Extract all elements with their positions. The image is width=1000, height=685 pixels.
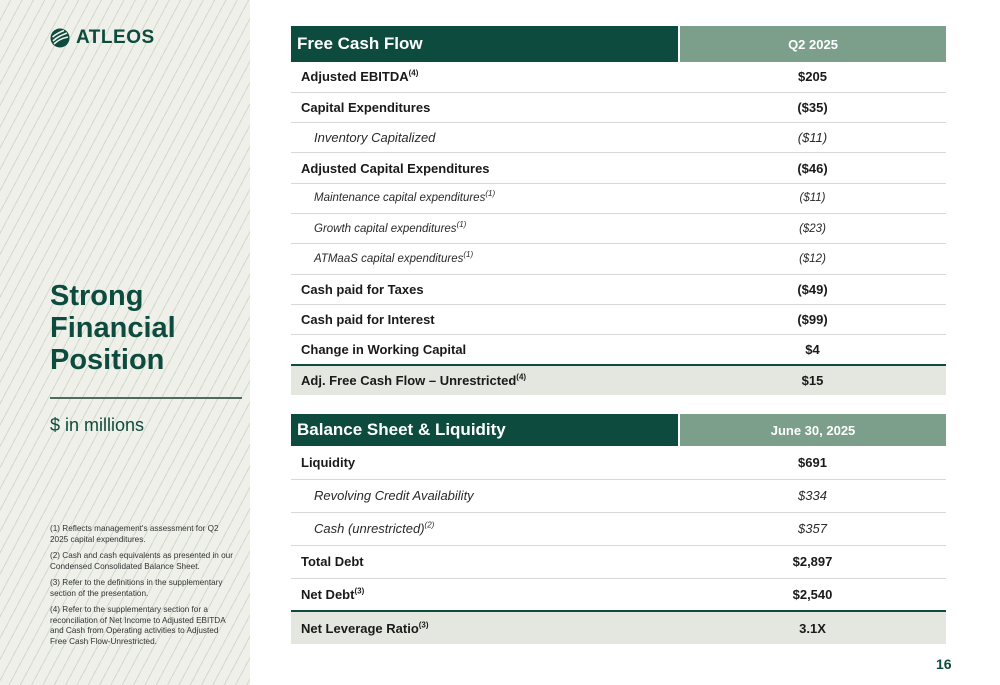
footnote-marker: (2) <box>424 520 435 530</box>
row-value: ($49) <box>679 274 946 304</box>
row-label-text: Total Debt <box>301 554 364 569</box>
row-label <box>291 304 679 334</box>
row-value: $2,897 <box>679 545 946 578</box>
row-value: ($11) <box>679 123 946 153</box>
row-label <box>291 446 679 479</box>
table-row <box>291 183 946 213</box>
footnotes <box>50 524 235 653</box>
period-header: Q2 2025 <box>679 26 946 62</box>
table-title: Balance Sheet & Liquidity <box>291 414 679 446</box>
row-label-text: Adj. Free Cash Flow – Unrestricted <box>301 373 517 389</box>
row-value: ($11) <box>679 183 946 213</box>
row-value: $2,540 <box>679 578 946 611</box>
footnote-marker: (1) <box>456 219 467 229</box>
row-label-text: Inventory Capitalized <box>314 130 436 146</box>
page-number: 16 <box>936 656 952 672</box>
row-label <box>291 213 679 243</box>
table-row <box>291 446 946 479</box>
row-label-text: Cash paid for Interest <box>301 312 435 328</box>
table-row <box>291 578 946 611</box>
table-row <box>291 304 946 334</box>
row-label-text: Change in Working Capital <box>301 342 467 358</box>
row-value: ($46) <box>679 153 946 183</box>
table-row <box>291 274 946 304</box>
slide-headline <box>50 280 240 376</box>
row-label <box>291 512 679 545</box>
row-label <box>291 183 679 213</box>
table-header-row <box>291 414 946 446</box>
free-cash-flow-table <box>291 26 946 395</box>
footnote-marker: (4) <box>408 69 419 79</box>
footnote-marker: (3) <box>418 620 429 630</box>
row-label <box>291 244 679 274</box>
brand-logo <box>50 27 155 49</box>
row-label <box>291 123 679 153</box>
balance-sheet-table <box>291 414 946 644</box>
row-label <box>291 365 679 395</box>
table-row <box>291 479 946 512</box>
table-row <box>291 92 946 122</box>
table-row <box>291 611 946 644</box>
row-label-text: Net Debt <box>301 586 355 602</box>
table-row <box>291 62 946 92</box>
row-label <box>291 545 679 578</box>
row-label <box>291 274 679 304</box>
period-header: June 30, 2025 <box>679 414 946 446</box>
footnote-marker: (1) <box>485 189 496 199</box>
units-label: $ in millions <box>50 415 145 435</box>
divider <box>50 397 242 399</box>
footnote-marker: (3) <box>354 586 365 596</box>
row-label <box>291 578 679 611</box>
row-value: ($23) <box>679 213 946 243</box>
row-label-text: Cash paid for Taxes <box>301 281 424 297</box>
row-label-text: Maintenance capital expenditures <box>314 192 486 205</box>
table-row <box>291 545 946 578</box>
table-title: Free Cash Flow <box>291 26 679 62</box>
row-value: $691 <box>679 446 946 479</box>
footnote: (4) Refer to the supplementary section for a reconciliation of Net Income to Adjusted EBITDA and Cash from Operating activities to Adjusted Free Cash Flow-Unrestricted. <box>50 605 226 646</box>
footnote: (3) Refer to the definitions in the supplementary section of the presentation. <box>50 578 223 598</box>
table-row <box>291 123 946 153</box>
row-label-text: Adjusted Capital Expenditures <box>301 160 490 176</box>
table-row <box>291 244 946 274</box>
row-label <box>291 92 679 122</box>
row-value: ($99) <box>679 304 946 334</box>
table-row <box>291 512 946 545</box>
table-row <box>291 365 946 395</box>
footnote-marker: (4) <box>516 372 527 382</box>
row-value: $334 <box>679 479 946 512</box>
row-label <box>291 62 679 92</box>
brand-name: ATLEOS <box>76 27 155 48</box>
headline-line: Strong <box>50 280 144 312</box>
row-label <box>291 153 679 183</box>
row-label <box>291 611 679 644</box>
row-label-text: Net Leverage Ratio <box>301 620 419 636</box>
row-label-text: Adjusted EBITDA <box>301 69 409 85</box>
row-value: ($35) <box>679 92 946 122</box>
footnote-marker: (1) <box>463 250 474 260</box>
headline-line: Financial <box>50 312 176 344</box>
row-label <box>291 479 679 512</box>
headline-line: Position <box>50 344 165 376</box>
row-value: 3.1X <box>679 611 946 644</box>
row-label-text: ATMaaS capital expenditures <box>314 252 464 265</box>
table-row <box>291 213 946 243</box>
row-label-text: Revolving Credit Availability <box>314 488 474 503</box>
row-value: $15 <box>679 365 946 395</box>
row-value: $4 <box>679 335 946 365</box>
row-label-text: Liquidity <box>301 454 356 470</box>
footnote: (2) Cash and cash equivalents as presented in our Condensed Consolidated Balance Sheet. <box>50 551 233 571</box>
row-label-text: Growth capital expenditures <box>314 222 457 235</box>
row-label <box>291 335 679 365</box>
row-value: ($12) <box>679 244 946 274</box>
atleos-globe-icon <box>50 28 70 48</box>
row-label-text: Capital Expenditures <box>301 99 431 115</box>
row-label-text: Cash (unrestricted) <box>314 521 425 536</box>
row-value: $357 <box>679 512 946 545</box>
table-row <box>291 335 946 365</box>
table-row <box>291 153 946 183</box>
sidebar-panel <box>0 0 250 685</box>
row-value: $205 <box>679 62 946 92</box>
footnote: (1) Reflects management's assessment for Q2 2025 capital expenditures. <box>50 524 219 544</box>
table-header-row <box>291 26 946 62</box>
